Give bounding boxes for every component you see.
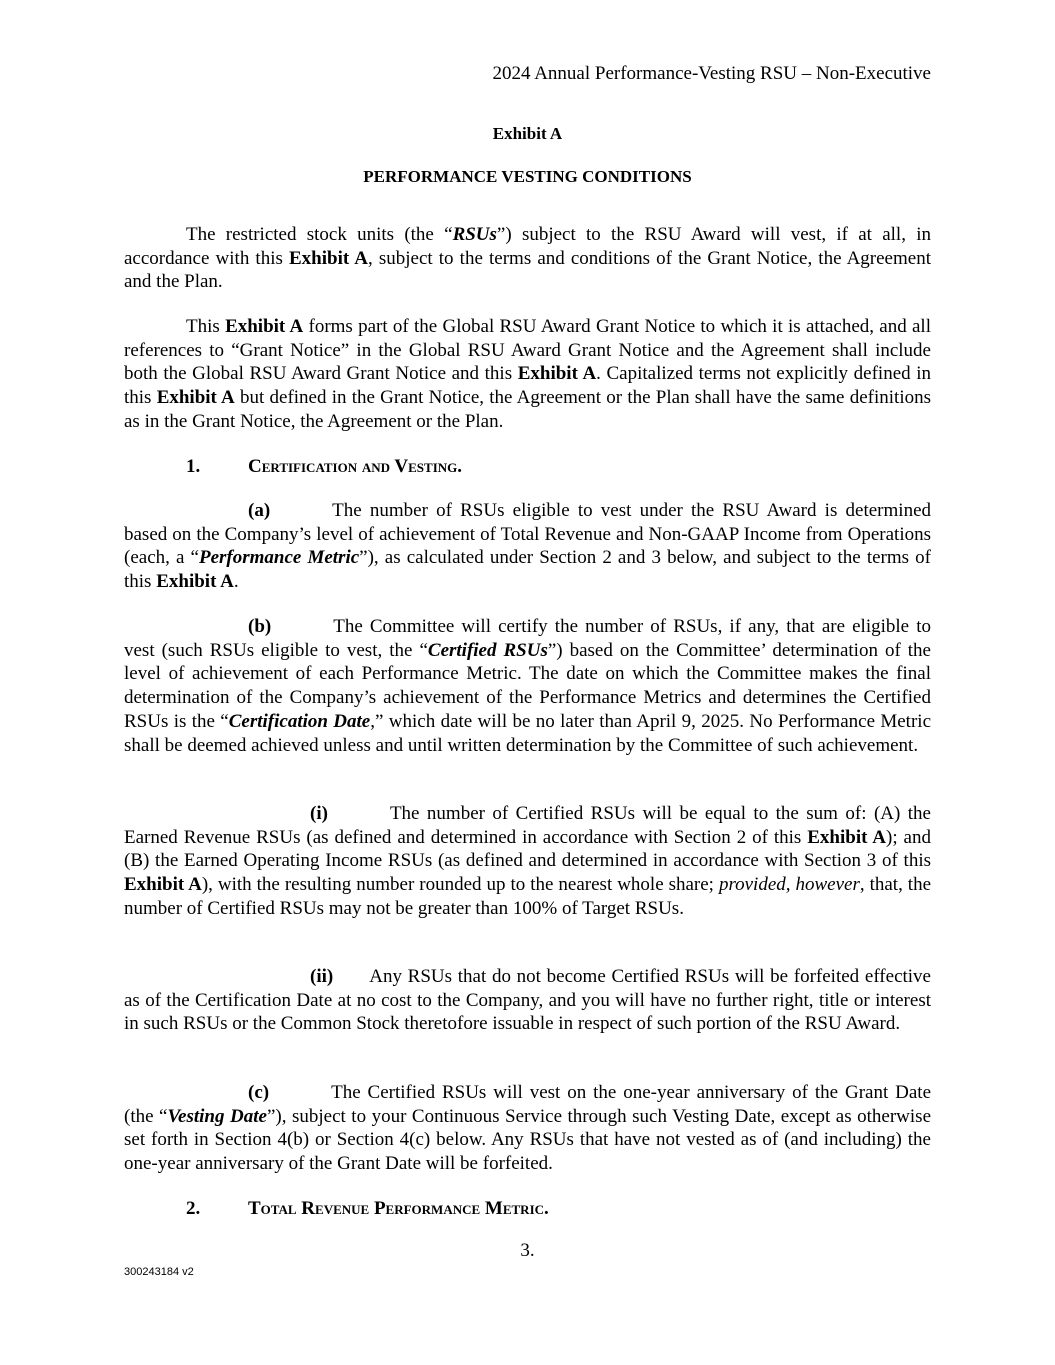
paragraph-a: (a) The number of RSUs eligible to vest under the RSU Award is determined based on the Company’s level of achievement of Total Revenue and Non-GAAP Income from Operations (each, a “Performance Metric”), as calculated under Section 2 and 3 below, and subject to the terms of this Exhibit A. xyxy=(124,500,931,593)
section-1-number: 1. xyxy=(186,456,201,477)
paragraph-ii-label: (ii) xyxy=(310,966,334,987)
section-1-title: Certification and Vesting. xyxy=(248,456,463,477)
paragraph-i: (i) The number of Certified RSUs will be equal to the sum of: (A) the Earned Revenue RSUs (as defined and determined in accordance with Section 2 of this Exhibit A); and (B) the Earned Operating Income RSUs (as defined and determined in accordance with Section 3 of this Exhibit A), with the resulting number rounded up to the nearest whole share; provided, however, that, the number of Certified RSUs may not be greater than 100% of Target RSUs. xyxy=(124,803,932,919)
paragraph-b: (b) The Committee will certify the number of RSUs, if any, that are eligible to vest (such RSUs eligible to vest, the “Certified RSUs”) based on the Committee’ determination of the level of achievement of each Performance Metric. The date on which the Committee makes the final determination of the Company’s achievement of the Performance Metrics and determines the Certified RSUs is the “Certification Date,” which date will be no later than April 9, 2025. No Performance Metric shall be deemed achieved unless and until written determination by the Committee of such achievement. xyxy=(124,616,932,756)
running-header: 2024 Annual Performance-Vesting RSU – Non-Executive xyxy=(492,63,931,84)
section-title: PERFORMANCE VESTING CONDITIONS xyxy=(363,167,692,186)
exhibit-title: Exhibit A xyxy=(492,124,563,143)
paragraph-ii: (ii) Any RSUs that do not become Certified RSUs will be forfeited effective as of the Certification Date at no cost to the Company, and you will have no further right, title or interest in such RSUs or the Common Stock theretofore issuable in respect of such portion of the RSU Award. xyxy=(124,966,931,1035)
intro-paragraph-2: This Exhibit A forms part of the Global RSU Award Grant Notice to which it is attached, and all references to “Grant Notice” in the Global RSU Award Grant Notice and the Agreement shall include both the Global RSU Award Grant Notice and this Exhibit A. Capitalized terms not explicitly defined in this Exhibit A but defined in the Grant Notice, the Agreement or the Plan shall have the same definitions as in the Grant Notice, the Agreement or the Plan. xyxy=(124,316,931,432)
paragraph-b-label: (b) xyxy=(248,616,272,637)
paragraph-c: (c) The Certified RSUs will vest on the one-year anniversary of the Grant Date (the “Vesting Date”), subject to your Continuous Service through such Vesting Date, except as otherwise set forth in Section 4(b) or Section 4(c) below. Any RSUs that have not vested as of (and including) the one-year anniversary of the Grant Date will be forfeited. xyxy=(124,1082,932,1175)
paragraph-c-label: (c) xyxy=(248,1082,270,1103)
paragraph-i-label: (i) xyxy=(310,803,328,824)
section-2-number: 2. xyxy=(186,1198,201,1219)
intro-paragraph-1: The restricted stock units (the “RSUs”) subject to the RSU Award will vest, if at all, in accordance with this Exhibit A, subject to the terms and conditions of the Grant Notice, the Agreement and the Plan. xyxy=(124,224,931,293)
page-number: 3. xyxy=(520,1240,535,1261)
section-2-title: Total Revenue Performance Metric. xyxy=(248,1198,549,1219)
document-id: 300243184 v2 xyxy=(124,1266,194,1278)
paragraph-a-label: (a) xyxy=(248,500,271,521)
